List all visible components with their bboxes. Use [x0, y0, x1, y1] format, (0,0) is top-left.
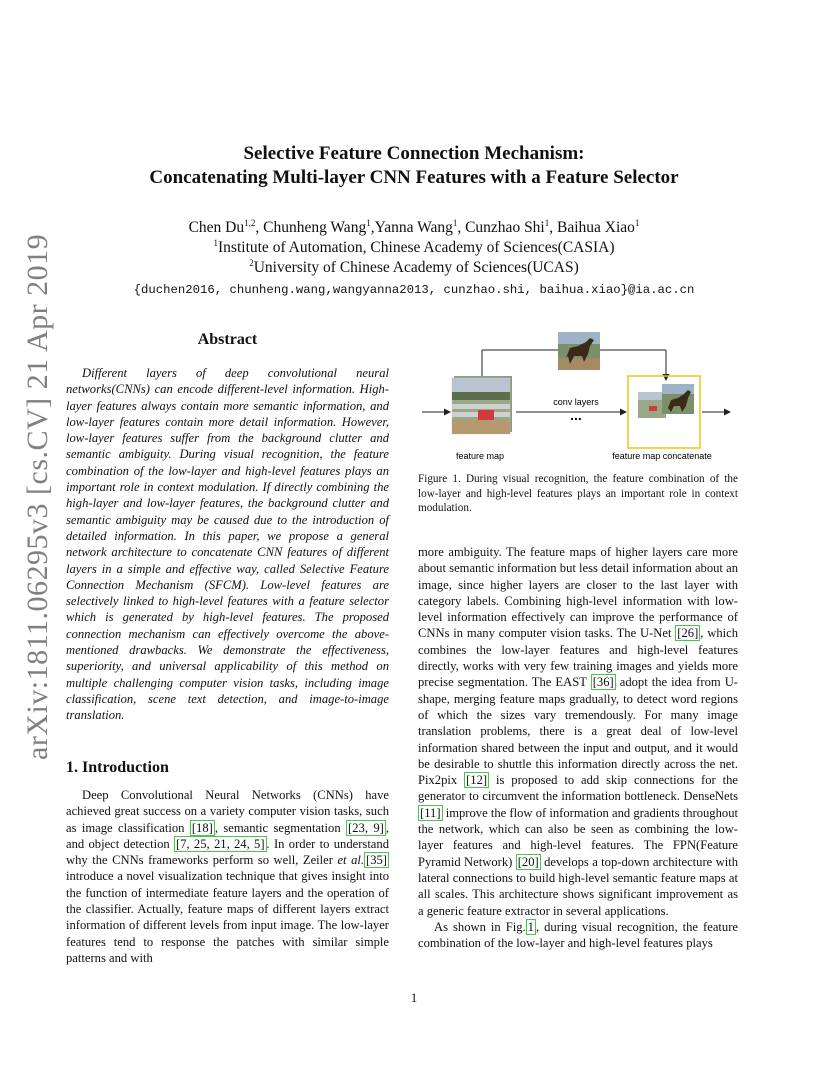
- body-text: . In order to understand why the CNNs frameworks perform so well, Zeiler: [66, 836, 389, 868]
- author-list: [0, 218, 828, 238]
- body-text: Deep Convolutional Neural Networks (CNNs) have achieved great success on a variety computer vision tasks, such as image classification: [66, 788, 389, 835]
- author-affiliation-mark: 1: [634, 217, 640, 228]
- abstract-heading: Abstract: [197, 331, 258, 348]
- figure-1: [418, 328, 738, 468]
- right-column-body: [418, 544, 738, 951]
- body-text: , and object detection: [66, 820, 389, 851]
- body-text: is proposed to add skip connections for the generator to circumvent the information bottleneck. DenseNets: [418, 773, 739, 804]
- feature-map-concatenate-image: [638, 384, 694, 418]
- author-name: , Baihua Xiao: [549, 219, 635, 236]
- affiliation-2: [0, 258, 828, 278]
- body-text: , which combines the low-layer features and high-level features directly, works with very few training images and yields more precise segmentation. The EAST: [418, 626, 739, 690]
- affiliation-1: [0, 238, 828, 258]
- body-text-italic: et al.: [337, 853, 365, 868]
- author-affiliation-mark: 1: [544, 217, 550, 228]
- abstract-body: [66, 365, 389, 724]
- paper-title-line-2: Concatenating Multi-layer CNN Features with a Feature Selector: [149, 167, 679, 188]
- affiliation-mark: 1: [213, 237, 219, 248]
- author-name: , Cunzhao Shi: [457, 219, 545, 236]
- figure-1-diagram: [418, 328, 738, 468]
- affiliation-text: Institute of Automation, Chinese Academy of Sciences(CASIA): [218, 239, 615, 256]
- author-affiliation-mark: 1,2: [244, 217, 256, 228]
- body-text: , during visual recognition, the feature combination of the low-layer and high-level features plays: [418, 919, 738, 951]
- body-paragraph: [418, 919, 738, 952]
- affiliation-mark: 2: [249, 257, 254, 268]
- figure-reference-link[interactable]: 1: [527, 919, 534, 934]
- citation-link[interactable]: [20]: [517, 854, 539, 869]
- introduction-body: [66, 787, 389, 966]
- author-name: Chen Du: [188, 219, 245, 236]
- ellipsis-dots: ...: [570, 407, 582, 423]
- citation-link[interactable]: [12]: [466, 773, 488, 788]
- conv-layers-label: conv layers: [553, 397, 599, 407]
- body-text: adopt the idea from U-shape, merging feature maps gradually, to detect word regions of which the sizes vary tremendously. For many image translation problems, there is a great deal of low-level information shared between the input and output, and it would be desirable to shuttle this information directly across the net. Pix2pix: [418, 675, 738, 788]
- author-affiliation-mark: 1: [366, 217, 371, 228]
- horse-image-high-level: [558, 332, 600, 370]
- citation-link[interactable]: [11]: [420, 805, 441, 820]
- author-name: , Chunheng Wang: [255, 219, 367, 236]
- page-number: 1: [410, 991, 418, 1005]
- author-affiliation-mark: 1: [452, 217, 458, 228]
- abstract-text: Different layers of deep convolutional neural networks(CNNs) can encode different-level information. High-layer features always contain more semantic information, and low-layer features contain more detail information. However, low-layer features suffer from the background clutter and semantic ambiguity. During visual recognition, the feature combination of the low-layer and high-level features plays an important role in context modulation. If directly combining the high-layer and low-layer features, the background clutter and semantic ambiguity may be caused due to the introduction of detailed information. In this paper, we propose a general network architecture to concatenate CNN features of different layers in a simple and effective way, called Selective Feature Connection Mechanism (SFCM). Low-level features are selectively linked to high-level features with a feature selector which is generated by high-level features. The proposed connection mechanism can effectively overcome the above-mentioned drawbacks. We demonstrate the effectiveness, superiority, and universal applicability of this method on multiple challenging computer vision tasks, including image classification, scene text detection, and image-to-image translation.: [66, 366, 389, 723]
- author-name: ,Yanna Wang: [370, 219, 453, 236]
- feature-map-image: [452, 376, 512, 434]
- arxiv-identifier: arXiv:1811.06295v3 [cs.CV] 21 Apr 2019: [21, 233, 54, 760]
- citation-link[interactable]: [36]: [592, 675, 614, 690]
- affiliation-text: University of Chinese Academy of Sciences(UCAS): [253, 259, 579, 276]
- body-text: As shown in Fig.: [434, 919, 526, 934]
- introduction-heading: 1. Introduction: [66, 759, 169, 776]
- author-emails: {duchen2016, chunheng.wang,wangyanna2013, cunzhao.shi, baihua.xiao}@ia.ac.cn: [133, 283, 695, 297]
- body-text: improve the flow of information and gradients throughout the network, which can also be seen as combining the low-layer features and high-level features. The FPN(Feature Pyramid Network): [418, 805, 738, 869]
- introduction-paragraph: [66, 787, 389, 966]
- body-text: more ambiguity. The feature maps of higher layers care more about semantic information but less detail information about an image, since higher layers are closer to the last layer with category labels. Combining high-level information with low-level information effectively can improve the performance of CNNs in many computer vision tasks. The U-Net: [418, 545, 738, 641]
- feature-map-label: feature map: [455, 451, 505, 461]
- citation-link[interactable]: [7, 25, 21, 24, 5]: [176, 836, 265, 851]
- figure-1-caption: Figure 1. During visual recognition, the feature combination of the low-layer and high-level features plays an important role in context modulation.: [418, 473, 738, 515]
- body-text: , semantic segmentation: [214, 820, 347, 835]
- body-text: develops a top-down architecture with lateral connections to build high-level semantic feature maps at all scales. This architecture shows significant improvement as a generic feature extractor in several applications.: [418, 854, 739, 918]
- body-paragraph: [418, 544, 738, 919]
- citation-link[interactable]: [35]: [366, 853, 387, 868]
- feature-map-concatenate-label: feature map concatenate: [612, 451, 712, 461]
- citation-link[interactable]: [18]: [191, 820, 213, 835]
- citation-link[interactable]: [26]: [677, 626, 699, 641]
- body-text: introduce a novel visualization technique that gives insight into the function of intermediate feature layers and the operation of the classifier. Actually, feature maps of different layers extract information of different levels from input image. The low-layer features tend to response the patches with similar simple patterns and with: [66, 869, 389, 965]
- citation-link[interactable]: [23, 9]: [348, 820, 384, 835]
- paper-title-line-1: Selective Feature Connection Mechanism:: [243, 143, 585, 164]
